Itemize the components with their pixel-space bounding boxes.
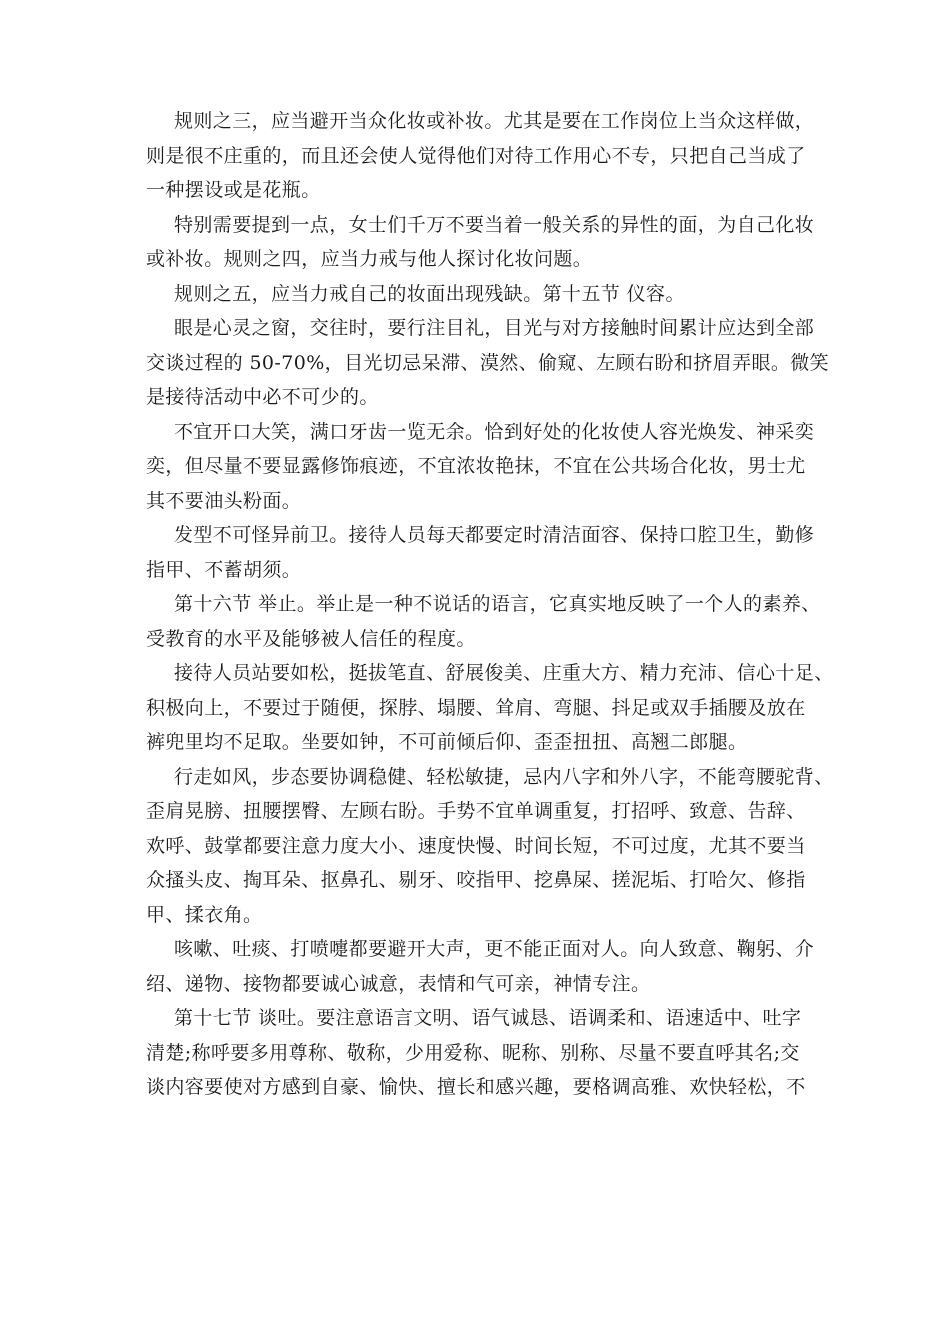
text-line: 行走如风，步态要协调稳健、轻松敏捷，忌内八字和外八字，不能弯腰驼背、 — [174, 765, 834, 788]
text-line: 不宜开口大笑，满口牙齿一览无余。恰到好处的化妆使人容光焕发、神采奕 — [174, 420, 815, 443]
text-line: 积极向上，不要过于随便，探脖、塌腰、耸肩、弯腿、抖足或双手插腰及放在 — [146, 696, 806, 719]
text-line: 是接待活动中必不可少的。 — [146, 386, 379, 408]
text-line: 咳嗽、吐痰、打喷嚏都要避开大声，更不能正面对人。向人致意、鞠躬、介 — [174, 938, 815, 960]
paragraph — [146, 656, 834, 760]
text-line: 谈内容要使对方感到自豪、愉快、擅长和感兴趣，要格调高雅、欢快轻松，不 — [146, 1076, 806, 1098]
paragraph — [146, 587, 821, 656]
paragraph — [146, 932, 816, 1001]
paragraph — [146, 1001, 816, 1105]
text-line: 接待人员站要如松，挺拔笔直、舒展俊美、庄重大方、精力充沛、信心十足、 — [174, 662, 834, 684]
text-line: 绍、递物、接物都要诚心诚意，表情和气可亲，神情专注。 — [146, 972, 651, 995]
text-line: 受教育的水平及能够被人信任的程度。 — [146, 627, 476, 650]
text-line: 欢呼、鼓掌都要注意力度大小、速度快慢、时间长短，不可过度，尤其不要当 — [146, 834, 806, 857]
paragraph — [146, 518, 816, 587]
text-line: 或补妆。规则之四，应当力戒与他人探讨化妆问题。 — [146, 248, 593, 270]
paragraph — [146, 311, 830, 415]
paragraph — [146, 208, 816, 277]
text-line: 指甲、不蓄胡须。 — [146, 558, 302, 581]
text-line: 则是很不庄重的，而且还会使人觉得他们对待工作用心不专，只把自己当成了 — [146, 144, 806, 167]
text-line: 歪肩晃膀、扭腰摆臀、左顾右盼。手势不宜单调重复，打招呼、致意、告辞、 — [146, 800, 806, 822]
text-line: 规则之三，应当避开当众化妆或补妆。尤其是要在工作岗位上当众这样做， — [174, 110, 815, 132]
text-line: 特别需要提到一点，女士们千万不要当着一般关系的异性的面，为自己化妆 — [174, 213, 815, 236]
paragraph — [146, 277, 816, 312]
text-line: 奕，但尽量不要显露修饰痕迹，不宜浓妆艳抹，不宜在公共场合化妆，男士尤 — [146, 455, 806, 477]
document-body — [146, 104, 834, 1105]
text-line: 其不要油头粉面。 — [146, 489, 302, 512]
text-line: 甲、揉衣角。 — [146, 903, 263, 926]
text-line: 一种摆设或是花瓶。 — [146, 179, 321, 201]
text-line: 清楚;称呼要多用尊称、敬称，少用爱称、昵称、别称、尽量不要直呼其名;交 — [146, 1041, 800, 1064]
text-line: 发型不可怪异前卫。接待人员每天都要定时清洁面容、保持口腔卫生，勤修 — [174, 524, 815, 546]
text-line: 第十六节 举止。举止是一种不说话的语言，它真实地反映了一个人的素养、 — [174, 593, 821, 615]
text-line: 众搔头皮、掏耳朵、抠鼻孔、剔牙、咬指甲、挖鼻屎、搓泥垢、打哈欠、修指 — [146, 869, 806, 891]
text-line: 眼是心灵之窗，交往时，要行注目礼，目光与对方接触时间累计应达到全部 — [174, 317, 815, 339]
text-line: 规则之五，应当力戒自己的妆面出现残缺。第十五节 仪容。 — [174, 282, 685, 305]
paragraph — [146, 415, 816, 519]
text-line: 交谈过程的 50-70%，目光切忌呆滞、漠然、偷窥、左顾右盼和挤眉弄眼。微笑 — [146, 351, 830, 374]
paragraph — [146, 104, 816, 208]
text-line: 第十七节 谈吐。要注意语言文明、语气诚恳、语调柔和、语速适中、吐字 — [174, 1007, 802, 1029]
text-line: 裤兜里均不足取。坐要如钟，不可前倾后仰、歪歪扭扭、高翘二郎腿。 — [146, 731, 748, 753]
paragraph — [146, 760, 834, 933]
